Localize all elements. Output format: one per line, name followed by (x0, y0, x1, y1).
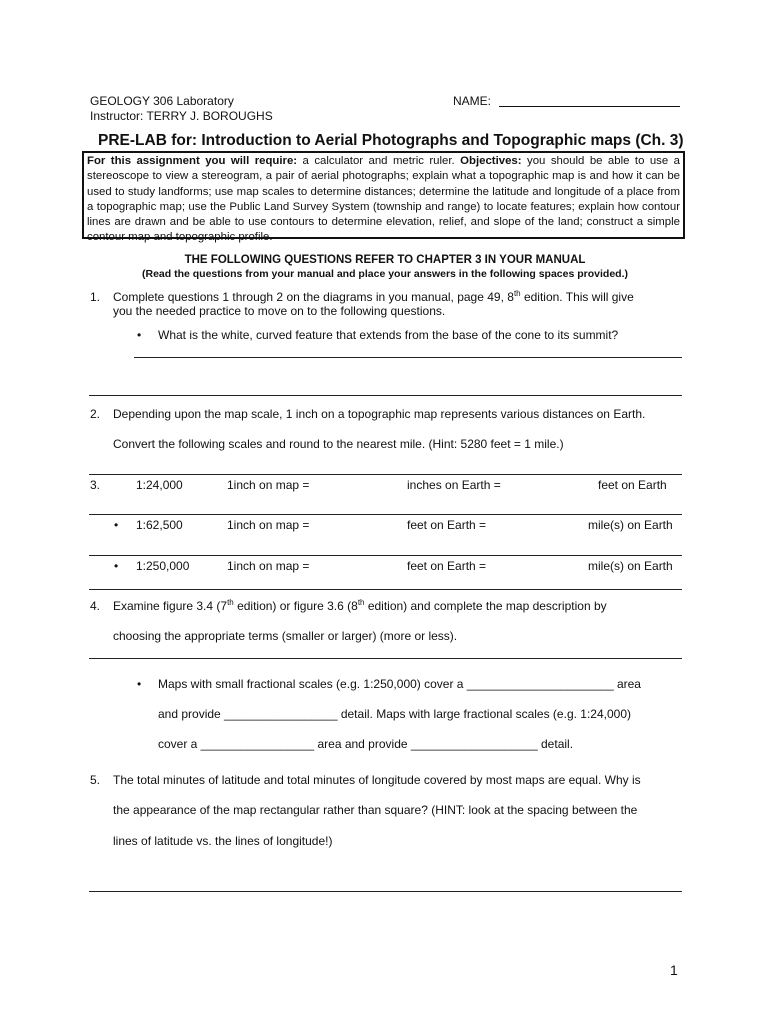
page-number: 1 (670, 962, 678, 978)
q2-line1: Depending upon the map scale, 1 inch on a topographic map represents various distances on Earth. (113, 407, 646, 421)
q4-blank-line3[interactable]: cover a _________________ area and provide ___________________ detail. (158, 737, 574, 751)
require-text: a calculator and metric ruler. (297, 155, 461, 167)
name-blank[interactable] (499, 106, 680, 107)
bullet-icon: • (137, 328, 142, 342)
q5-line1: The total minutes of latitude and total minutes of longitude covered by most maps are equal. Why is (113, 773, 641, 787)
bullet-icon: • (137, 677, 142, 691)
scale-map-label: 1inch on map = (227, 559, 310, 573)
scale-value: 1:62,500 (136, 518, 183, 532)
name-label: NAME: (453, 94, 492, 108)
scale-row-marker: • (114, 559, 119, 573)
q5-line2: the appearance of the map rectangular rather than square? (HINT: look at the spacing between the (113, 803, 638, 817)
q2-number: 2. (90, 407, 101, 421)
q2-line2: Convert the following scales and round to the nearest mile. (Hint: 5280 feet = 1 mile.) (113, 437, 564, 451)
scale-row-divider (89, 555, 682, 556)
divider (89, 658, 682, 659)
divider (89, 395, 682, 396)
scale-value: 1:24,000 (136, 478, 183, 492)
q4-number: 4. (90, 599, 101, 613)
instructor-line: Instructor: TERRY J. BOROUGHS (90, 109, 273, 123)
scale-end-label: mile(s) on Earth (588, 559, 673, 573)
scale-mid-label: feet on Earth = (407, 559, 487, 573)
scale-mid-label: inches on Earth = (407, 478, 501, 492)
section-heading: THE FOLLOWING QUESTIONS REFER TO CHAPTER 3 IN YOUR MANUAL (184, 254, 586, 266)
q4-line1: Examine figure 3.4 (7th edition) or figure 3.6 (8th edition) and complete the map description by (113, 598, 607, 613)
objectives-text: you should be able to use a stereoscope to view a stereogram, a pair of aerial photographs; explain what a topographic map is and how it can be used to study landforms; use map scales to determine distances; determine the latitude and longitude of a place from a topographic map; use the Public Land Survey System (township and range) to locate features; explain how contour lines are drawn and be able to use contours to determine elevation, relief, and slope of the land; construct a simple contour map and topographic profile. (87, 155, 680, 244)
scale-row-marker: • (114, 518, 119, 532)
q5-number: 5. (90, 773, 101, 787)
scale-map-label: 1inch on map = (227, 518, 310, 532)
scale-end-label: mile(s) on Earth (588, 518, 673, 532)
section-subheading: (Read the questions from your manual and place your answers in the following spaces provided.) (141, 268, 628, 280)
q5-answer-line[interactable] (89, 891, 682, 892)
objectives-box (82, 151, 685, 244)
course-title: GEOLOGY 306 Laboratory (90, 94, 234, 108)
scale-map-label: 1inch on map = (227, 478, 310, 492)
q5-line3: lines of latitude vs. the lines of longitude!) (113, 834, 333, 848)
divider (89, 589, 682, 590)
objectives-label: Objectives: (460, 155, 522, 167)
scale-end-label: feet on Earth (598, 478, 667, 492)
q1-line2: you the needed practice to move on to the following questions. (113, 304, 446, 318)
scale-mid-label: feet on Earth = (407, 518, 487, 532)
q1-answer-line[interactable] (134, 357, 682, 358)
page-title: PRE-LAB for: Introduction to Aerial Photographs and Topographic maps (Ch. 3) (98, 132, 684, 149)
q1-number: 1. (90, 290, 101, 304)
scale-row-divider (89, 514, 682, 515)
q1-bullet-text: What is the white, curved feature that extends from the base of the cone to its summit? (158, 328, 619, 342)
scale-value: 1:250,000 (136, 559, 190, 573)
scale-row-divider (89, 474, 682, 475)
q1-line1: Complete questions 1 through 2 on the diagrams in you manual, page 49, 8th edition. This will give (113, 289, 634, 304)
require-label: For this assignment you will require: (87, 155, 298, 167)
q4-blank-line1[interactable]: Maps with small fractional scales (e.g. 1:250,000) cover a ______________________ area (158, 677, 641, 691)
scale-row-marker: 3. (90, 478, 101, 492)
q4-line2: choosing the appropriate terms (smaller or larger) (more or less). (113, 629, 458, 643)
q4-blank-line2[interactable]: and provide _________________ detail. Maps with large fractional scales (e.g. 1:24,000) (158, 707, 631, 721)
